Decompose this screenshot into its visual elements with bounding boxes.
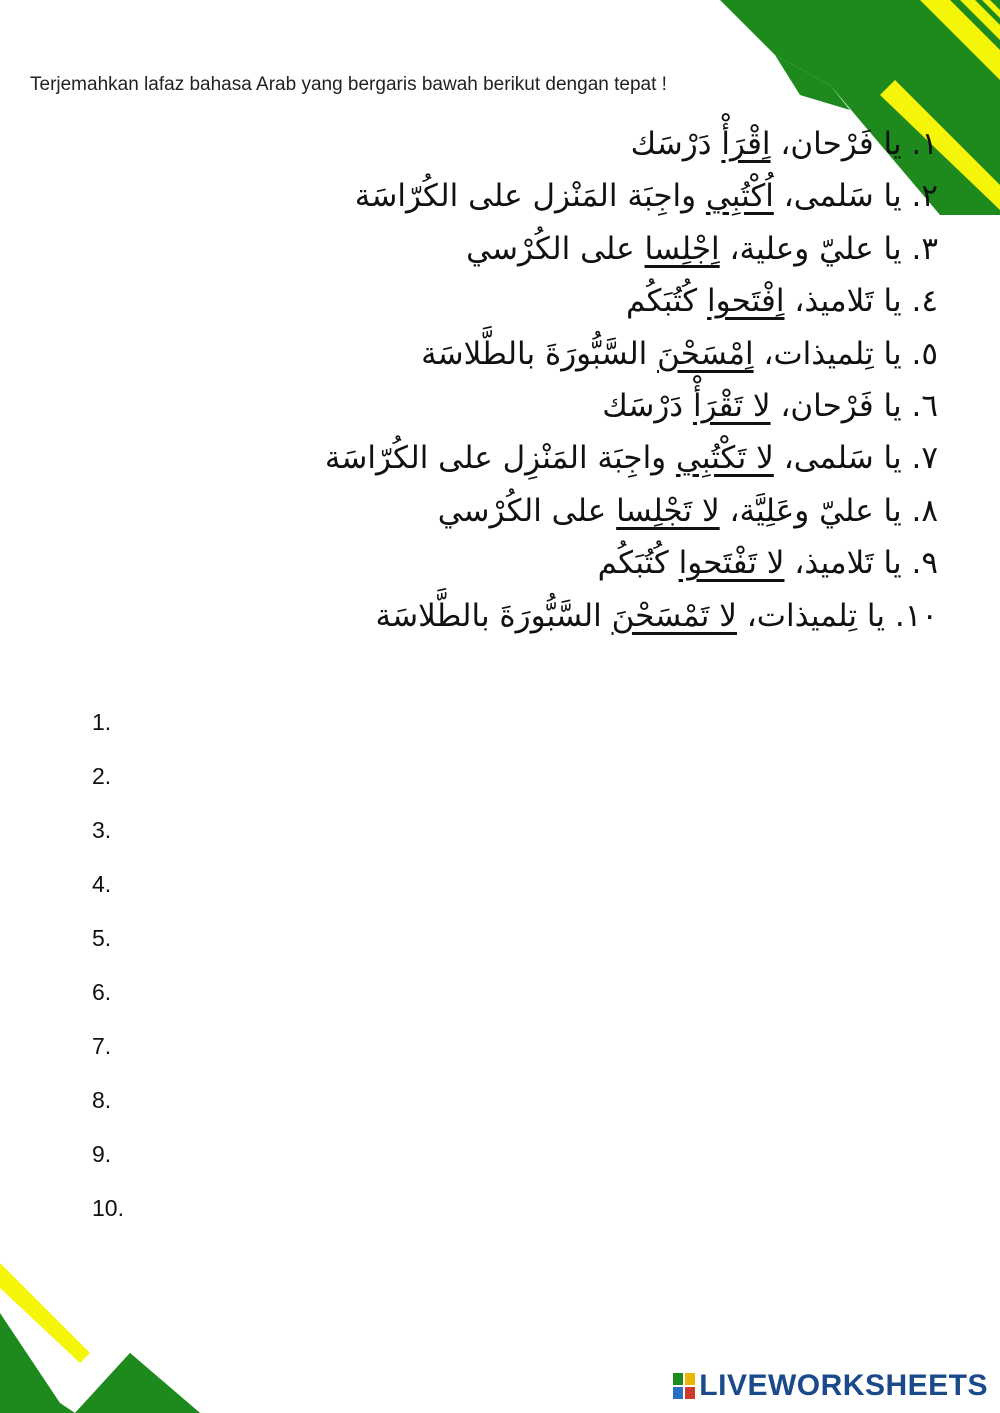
underlined-word: اِفْتَحوا — [707, 283, 785, 320]
arabic-item: ٦. يا فَرْحان، لا تَقْرَأْ دَرْسَك — [602, 387, 938, 424]
instruction-text: Terjemahkan lafaz bahasa Arab yang bergaris bawah berikut dengan tepat ! — [30, 74, 667, 95]
arabic-item: ١. يا فَرْحان، اِقْرَأْ دَرْسَك — [630, 126, 938, 162]
answer-number: 4. — [92, 871, 112, 897]
brand-name: LIVEWORKSHEETS — [699, 1369, 988, 1402]
arabic-item: ٢. يا سَلمى، اُكْتُبِي واجِبَة المَنْزل على الكُرّاسَة — [354, 178, 938, 215]
bottom-left-corner-decoration — [0, 1243, 200, 1413]
underlined-word: لا تَفْتَحوا — [678, 545, 785, 582]
arabic-question-list — [178, 118, 938, 642]
answer-number: 7. — [92, 1033, 112, 1059]
answer-number: 8. — [92, 1087, 112, 1113]
underlined-word: لا تَمْسَحْنَ — [611, 597, 737, 634]
arabic-item: ٣. يا عليّ وعلية، اِجْلِسا على الكُرْسي — [466, 230, 938, 267]
answer-number: 1. — [92, 709, 112, 735]
answer-number: 6. — [92, 979, 112, 1005]
answer-number: 10. — [92, 1195, 124, 1221]
arabic-item: ٤. يا تَلاميذ، اِفْتَحوا كُتُبَكُم — [625, 283, 938, 320]
underlined-word: اِقْرَأْ — [721, 126, 771, 162]
arabic-item: ١٠. يا تِلميذات، لا تَمْسَحْنَ السَّبُّورَةَ بالطَّلاسَة — [375, 597, 938, 634]
underlined-word: لا تَجْلِسا — [616, 492, 720, 529]
answer-number: 3. — [92, 817, 112, 843]
underlined-word: اِمْسَحْنَ — [657, 335, 754, 372]
underlined-word: اُكْتُبِي — [705, 178, 774, 215]
underlined-word: لا تَكْتُبِي — [676, 440, 774, 477]
answer-list — [92, 700, 124, 1240]
arabic-item: ٧. يا سَلمى، لا تَكْتُبِي واجِبَة المَنْزِل على الكُرّاسَة — [324, 440, 938, 477]
answer-number: 2. — [92, 763, 112, 789]
answer-number: 9. — [92, 1141, 112, 1167]
arabic-item: ٨. يا عليّ وعَلِيَّة، لا تَجْلِسا على الكُرْسي — [437, 492, 938, 529]
underlined-word: لا تَقْرَأْ — [692, 387, 771, 424]
arabic-item: ٥. يا تِلميذات، اِمْسَحْنَ السَّبُّورَةَ بالطَّلاسَة — [421, 335, 938, 372]
liveworksheets-logo-icon — [673, 1373, 695, 1399]
liveworksheets-logo — [673, 1369, 988, 1403]
answer-number: 5. — [92, 925, 112, 951]
arabic-item: ٩. يا تَلاميذ، لا تَفْتَحوا كُتُبَكُم — [597, 545, 938, 582]
underlined-word: اِجْلِسا — [644, 230, 720, 267]
